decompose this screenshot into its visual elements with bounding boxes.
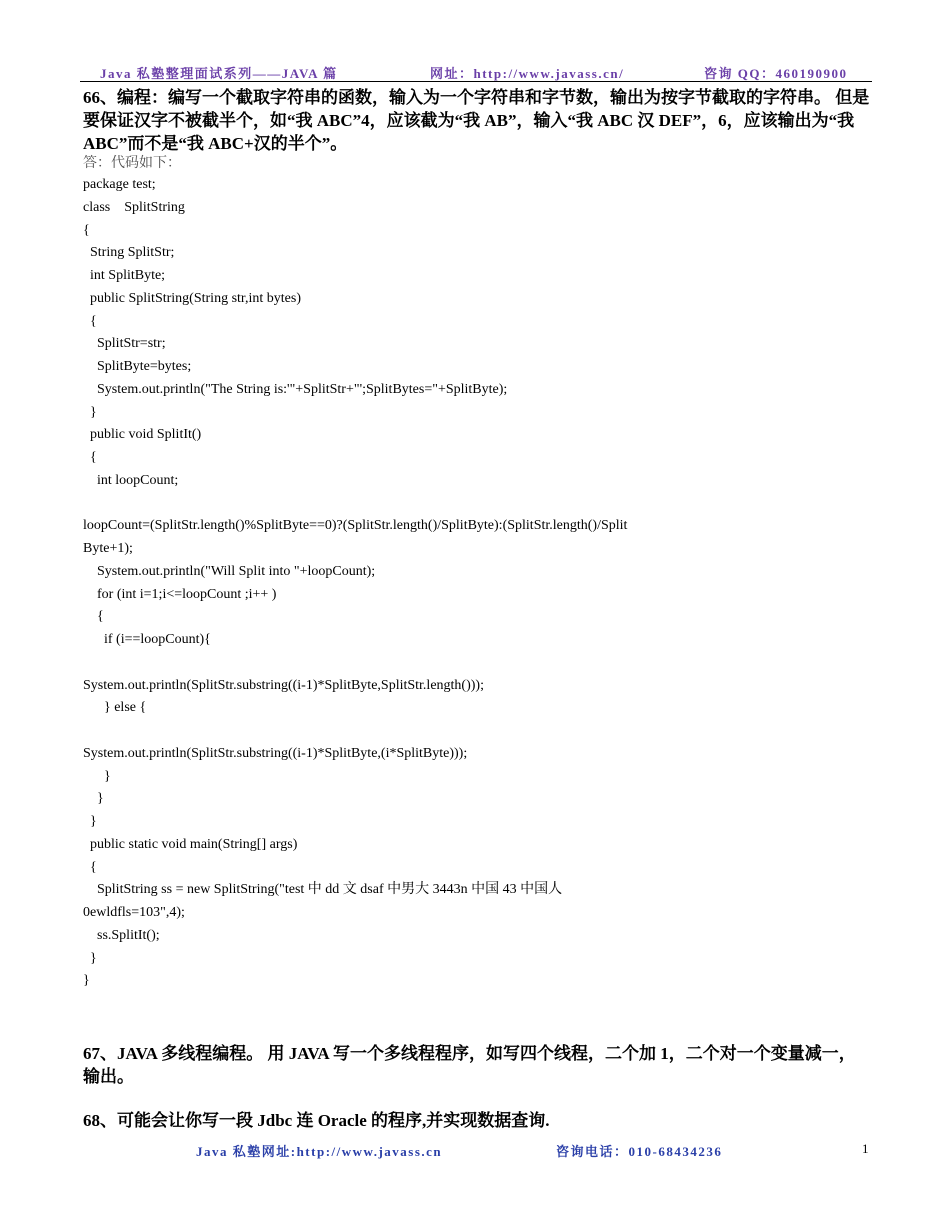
code-line: class SplitString bbox=[83, 199, 185, 215]
header-series-title: Java 私塾整理面试系列——JAVA 篇 bbox=[100, 66, 338, 81]
code-line: for (int i=1;i<=loopCount ;i++ ) bbox=[83, 586, 277, 602]
page-number: 1 bbox=[862, 1141, 869, 1156]
header-divider bbox=[80, 81, 872, 82]
code-line: package test; bbox=[83, 177, 156, 192]
code-line: } bbox=[83, 791, 104, 807]
code-line: SplitByte=bytes; bbox=[83, 359, 192, 374]
footer-site: Java 私塾网址:http://www.javass.cn bbox=[196, 1144, 443, 1159]
question-68: 68、可能会让你写一段 Jdbc 连 Oracle 的程序,并实现数据查询. bbox=[83, 1111, 550, 1130]
code-line: { bbox=[83, 450, 97, 465]
question-67: 67、JAVA 多线程编程。 用 JAVA 写一个多线程程序，如写四个线程，二个加 1，二个对一个变量减一，输出。 bbox=[83, 1044, 856, 1086]
code-line: } else { bbox=[83, 700, 147, 716]
code-line: System.out.println("The String is:'"+SplitStr+"';SplitBytes="+SplitByte); bbox=[83, 381, 508, 397]
code-line: { bbox=[83, 859, 97, 875]
code-line: } bbox=[83, 768, 111, 784]
code-line: Byte+1); bbox=[83, 541, 133, 556]
question-66: 66、编程：编写一个截取字符串的函数，输入为一个字符串和字节数，输出为按字节截取的字符串。 但是要保证汉字不被截半个，如“我 ABC”4，应该截为“我 AB”，输入“我 ABC 汉 DEF”，6，应该输出为“我 ABC”而不是“我 ABC+汉的半个”。 bbox=[83, 88, 870, 153]
code-line: int SplitByte; bbox=[83, 268, 166, 283]
code-line: } bbox=[83, 950, 97, 966]
code-line: SplitStr=str; bbox=[83, 336, 166, 352]
code-line: System.out.println(SplitStr.substring((i-1)*SplitByte,SplitStr.length())); bbox=[83, 677, 484, 693]
code-line: } bbox=[83, 404, 97, 420]
answer-label: 答：代码如下： bbox=[83, 156, 181, 171]
code-line: SplitString ss = new SplitString("test 中 dd 文 dsaf 中男大 3443n 中国 43 中国人 bbox=[83, 882, 563, 898]
code-line: System.out.println(SplitStr.substring((i-1)*SplitByte,(i*SplitByte))); bbox=[83, 745, 468, 761]
code-line: System.out.println("Will Split into "+loopCount); bbox=[83, 563, 376, 579]
code-line: public static void main(String[] args) bbox=[83, 836, 298, 852]
code-line: { bbox=[83, 313, 97, 329]
code-line: } bbox=[83, 814, 97, 829]
code-line bbox=[83, 652, 627, 675]
code-line: if (i==loopCount){ bbox=[83, 632, 211, 647]
code-line: loopCount=(SplitStr.length()%SplitByte==0)?(SplitStr.length()/SplitByte):(SplitStr.length()/Split bbox=[83, 518, 628, 534]
header-qq: 咨询 QQ：460190900 bbox=[704, 66, 848, 81]
footer-phone: 咨询电话：010-68434236 bbox=[556, 1144, 723, 1159]
code-line: { bbox=[83, 222, 90, 238]
code-line bbox=[83, 493, 627, 516]
code-block bbox=[83, 174, 627, 993]
code-line: public SplitString(String str,int bytes) bbox=[83, 290, 301, 306]
page-footer bbox=[0, 1141, 950, 1159]
code-line: 0ewldfls=103",4); bbox=[83, 905, 185, 920]
code-line: } bbox=[83, 973, 90, 989]
code-line bbox=[83, 720, 627, 743]
code-line: { bbox=[83, 609, 104, 625]
code-line: public void SplitIt() bbox=[83, 427, 202, 443]
page-header bbox=[0, 63, 950, 81]
code-line: String SplitStr; bbox=[83, 245, 175, 261]
code-line: ss.SplitIt(); bbox=[83, 927, 160, 943]
code-line: int loopCount; bbox=[83, 472, 179, 488]
header-website: 网址：http://www.javass.cn/ bbox=[430, 66, 625, 81]
